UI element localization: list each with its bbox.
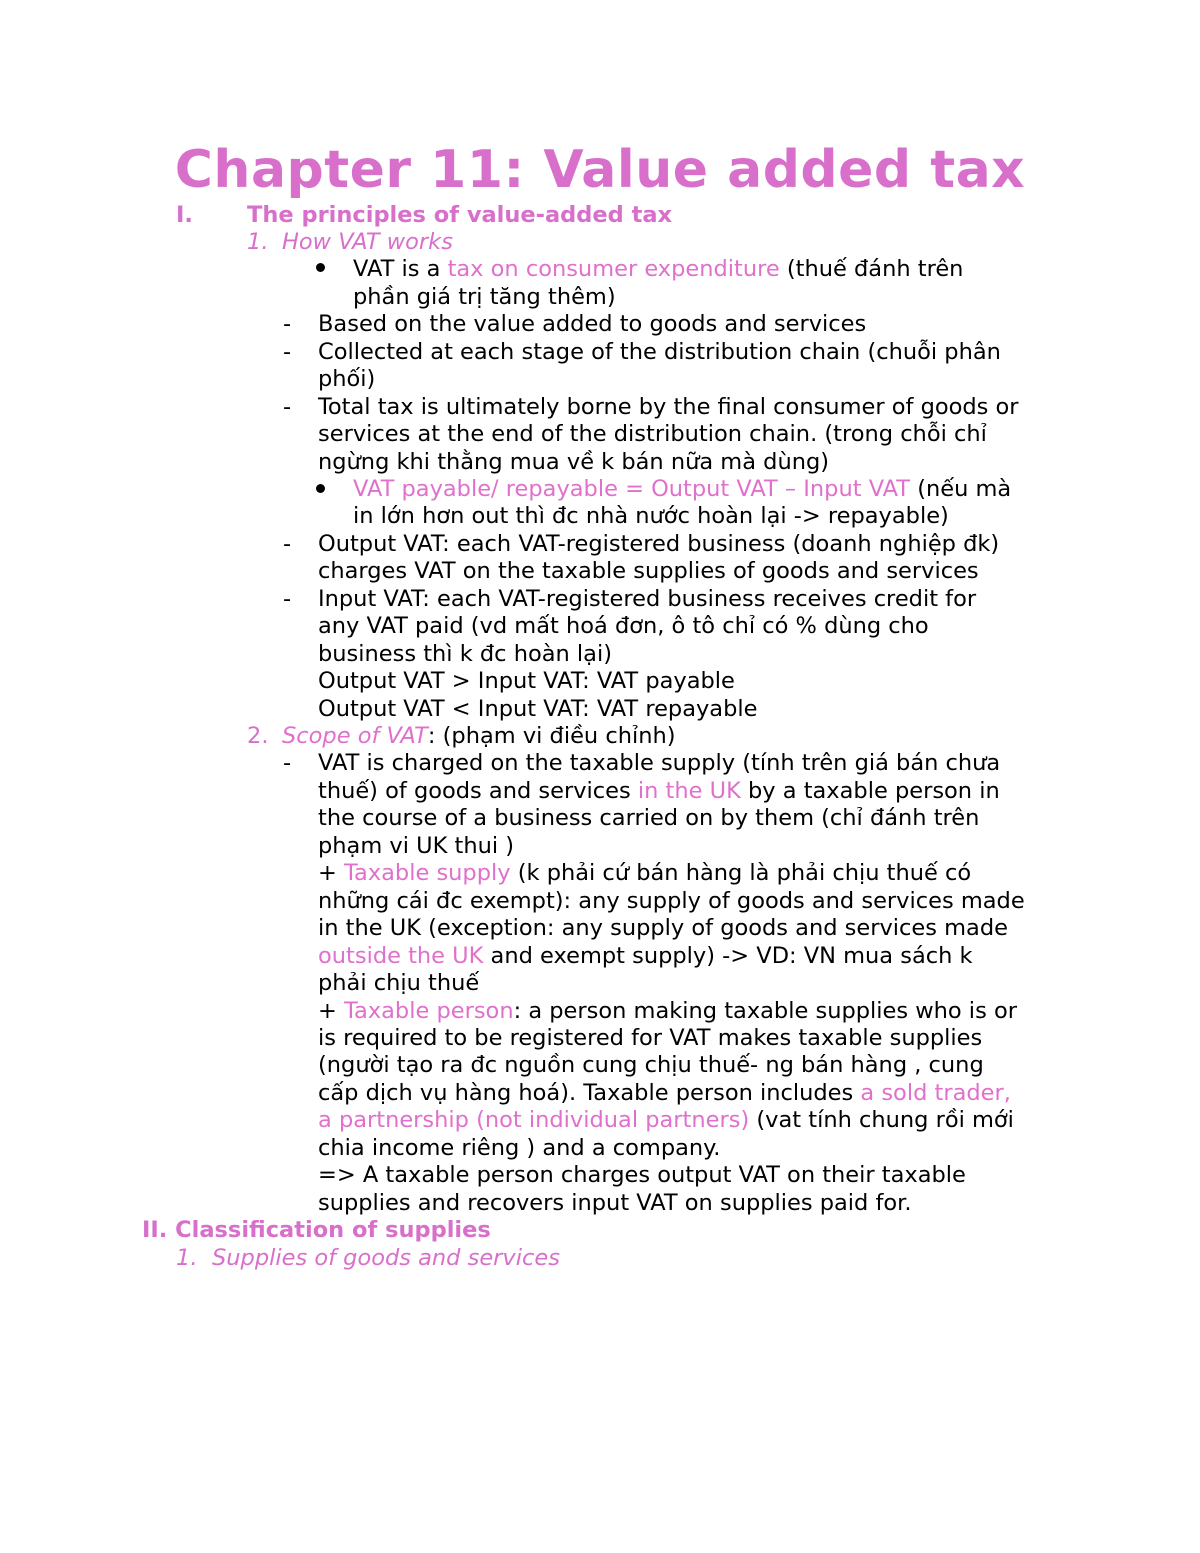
list-item-continued: charges VAT on the taxable supplies of goods and services [318,558,979,584]
list-item-continued [318,860,971,888]
list-item: VAT is charged on the taxable supply (tính trên giá bán chưa [318,750,1001,776]
dash-marker-icon: - [283,750,292,776]
list-item-continued [318,943,973,971]
dash-marker-icon: - [283,339,292,365]
dash-marker-icon: - [283,531,292,557]
list-item-continued [318,778,1000,806]
list-item-continued: những cái đc exempt): any supply of goods and services made [318,888,1025,914]
list-item-continued: business thì k đc hoàn lại) [318,641,612,667]
list-item: Total tax is ultimately borne by the final consumer of goods or [318,394,1019,420]
dash-marker-icon: - [283,394,292,420]
text: : a person making taxable supplies who is or [513,998,1017,1024]
list-item-continued: phạm vi UK thui ) [318,833,515,859]
bullet-dot-icon [316,484,325,493]
list-item: Collected at each stage of the distribution chain (chuỗi phân [318,339,1001,365]
text: by a taxable person in [740,778,1000,804]
text: VAT is a [353,256,448,282]
text: : (phạm vi điều chỉnh) [427,723,676,749]
subsection-title: Scope of VAT [282,723,428,749]
text: (thuế đánh trên [779,256,964,282]
list-item-continued: phải chịu thuế [318,970,480,996]
text: thuế) of goods and services [318,778,638,804]
list-item-continued: => A taxable person charges output VAT on their taxable [318,1162,966,1188]
list-item-continued: phối) [318,366,376,392]
list-item-continued: is required to be registered for VAT makes taxable supplies [318,1025,983,1051]
list-item [353,476,1011,504]
text: + [318,998,345,1024]
list-item: Input VAT: each VAT-registered business receives credit for [318,586,977,612]
subsection-number: 2. [247,723,269,749]
list-item-continued: (người tạo ra đc nguồn cung chịu thuế- ng bán hàng , cung [318,1052,984,1078]
section-heading: The principles of value-added tax [247,202,673,228]
list-item-continued: Output VAT > Input VAT: VAT payable [318,668,735,694]
highlight-text: a partnership (not individual partners) [318,1107,750,1133]
highlight-text: VAT payable/ repayable = Output VAT – Input VAT [353,476,911,502]
list-item-continued: any VAT paid (vd mất hoá đơn, ô tô chỉ có % dùng cho [318,613,929,639]
text: (nếu mà [910,476,1012,502]
list-item-continued: the course of a business carried on by them (chỉ đánh trên [318,805,980,831]
text: + [318,860,345,886]
list-item-continued: in the UK (exception: any supply of goods and services made [318,915,1008,941]
subsection-title: Supplies of goods and services [212,1245,560,1271]
list-item: Based on the value added to goods and services [318,311,867,337]
list-item-continued: supplies and recovers input VAT on supplies paid for. [318,1190,912,1216]
list-item [353,256,963,284]
list-item-continued: services at the end of the distribution chain. (trong chỗi chỉ [318,421,987,447]
list-item-continued: phần giá trị tăng thêm) [353,284,616,310]
list-item-continued [318,1107,1014,1135]
dash-marker-icon: - [283,586,292,612]
text: (vat tính chung rồi mới [749,1107,1014,1133]
highlight-text: Taxable person [344,998,514,1024]
section-numeral: I. [176,202,193,228]
list-item-continued: in lớn hơn out thì đc nhà nước hoàn lại -> repayable) [353,503,949,529]
list-item-continued: Output VAT < Input VAT: VAT repayable [318,696,758,722]
highlight-text: a sold trader, [860,1080,1011,1106]
list-item-continued: chia income riêng ) and a company. [318,1135,721,1161]
subsection-number: 1. [247,229,269,255]
list-item: Output VAT: each VAT-registered business (doanh nghiệp đk) [318,531,1000,557]
subsection-title: How VAT works [282,229,453,255]
dash-marker-icon: - [283,311,292,337]
section-heading: II. Classification of supplies [142,1217,491,1243]
highlight-text: tax on consumer expenditure [447,256,780,282]
text: and exempt supply) -> VD: VN mua sách k [483,943,973,969]
highlight-text: Taxable supply [344,860,511,886]
list-item-continued [318,998,1017,1026]
bullet-dot-icon [316,263,325,272]
subsection-title-line [282,723,676,751]
text: (k phải cứ bán hàng là phải chịu thuế có [510,860,972,886]
text: cấp dịch vụ hàng hoá). Taxable person includes [318,1080,861,1106]
list-item-continued: ngừng khi thằng mua về k bán nữa mà dùng) [318,449,830,475]
list-item-continued [318,1080,1011,1108]
page-title: Chapter 11: Value added tax [174,140,1026,200]
highlight-text: in the UK [637,778,741,804]
subsection-number: 1. [176,1245,198,1271]
highlight-text: outside the UK [318,943,484,969]
